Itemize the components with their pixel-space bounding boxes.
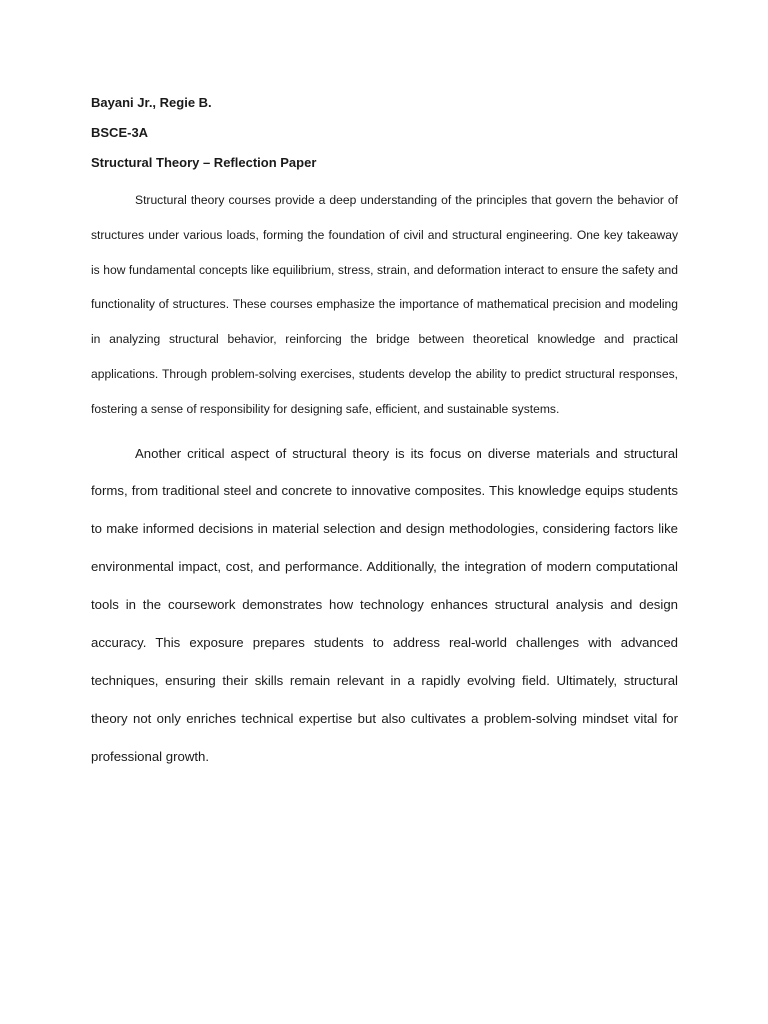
- paragraph-1: Structural theory courses provide a deep understanding of the principles that govern the behavior of structures under various loads, forming the foundation of civil and structural engineering. One key takeaway is how fundamental concepts like equilibrium, stress, strain, and deformation interact to ensure the safety and functionality of structures. These courses emphasize the importance of mathematical precision and modeling in analyzing structural behavior, reinforcing the bridge between theoretical knowledge and practical applications. Through problem-solving exercises, students develop the ability to predict structural responses, fostering a sense of responsibility for designing safe, efficient, and sustainable systems.: [91, 193, 678, 416]
- paragraph-2: Another critical aspect of structural theory is its focus on diverse materials and structural forms, from traditional steel and concrete to innovative composites. This knowledge equips students to make informed decisions in material selection and design methodologies, considering factors like environmental impact, cost, and performance. Additionally, the integration of modern computational tools in the coursework demonstrates how technology enhances structural analysis and design accuracy. This exposure prepares students to address real-world challenges with advanced techniques, ensuring their skills remain relevant in a rapidly evolving field. Ultimately, structural theory not only enriches technical expertise but also cultivates a problem-solving mindset vital for professional growth.: [91, 445, 678, 764]
- author-name: Bayani Jr., Regie B.: [91, 95, 212, 110]
- document-body: [91, 93, 678, 776]
- course-section: BSCE-3A: [91, 125, 149, 140]
- document-title: Structural Theory – Reflection Paper: [91, 155, 317, 170]
